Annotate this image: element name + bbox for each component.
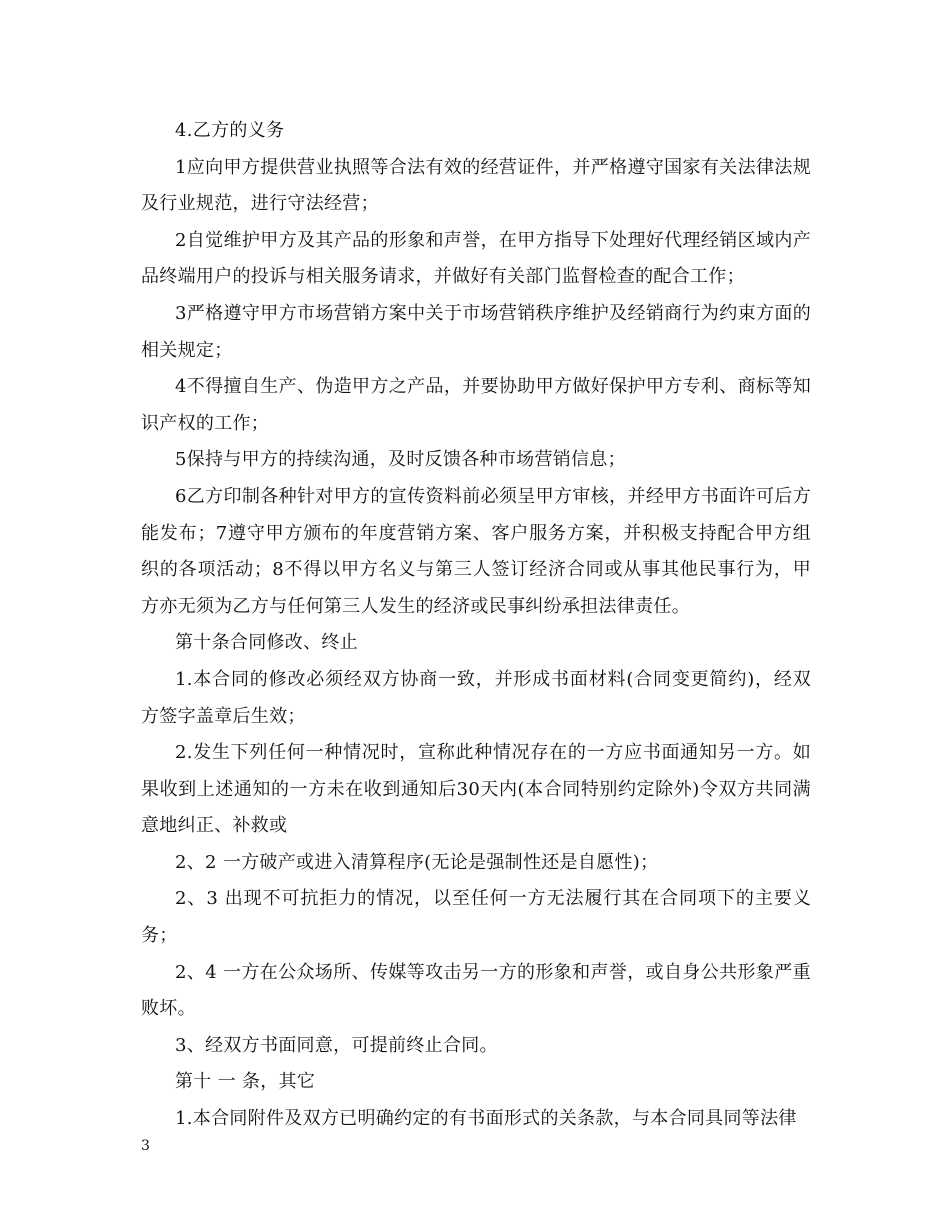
- paragraph-obligation-1: 1应向甲方提供营业执照等合法有效的经营证件，并严格遵守国家有关法律法规及行业规范，进行守法经营；: [141, 156, 811, 215]
- paragraph-article-10-item-2-3: 2、3 出现不可抗拒力的情况，以至任何一方无法履行其在合同项下的主要义务；: [141, 888, 811, 947]
- paragraph-obligation-3: 3严格遵守甲方市场营销方案中关于市场营销秩序维护及经销商行为约束方面的相关规定；: [141, 302, 811, 361]
- section-heading-article-10: 第十条合同修改、终止: [175, 632, 358, 654]
- paragraph-obligation-2: 2自觉维护甲方及其产品的形象和声誉，在甲方指导下处理好代理经销区域内产品终端用户的投诉与相关服务请求，并做好有关部门监督检查的配合工作；: [141, 229, 811, 288]
- paragraph-obligation-5: 5保持与甲方的持续沟通，及时反馈各种市场营销信息；: [175, 449, 626, 471]
- paragraph-article-11-item-1: 1.本合同附件及双方已明确约定的有书面形式的关条款，与本合同具同等法律: [175, 1108, 797, 1130]
- paragraph-article-10-item-2-4: 2、4 一方在公众场所、传媒等攻击另一方的形象和声誉，或自身公共形象严重败坏。: [141, 961, 811, 1020]
- paragraph-article-10-item-3: 3、经双方书面同意，可提前终止合同。: [175, 1034, 498, 1056]
- paragraph-obligation-6-8: 6乙方印制各种针对甲方的宣传资料前必须呈甲方审核，并经甲方书面许可后方能发布；7遵守甲方颁布的年度营销方案、客户服务方案，并积极支持配合甲方组织的各项活动；8不得以甲方名义与第三人签订经济合同或从事其他民事行为，甲方亦无须为乙方与任何第三人发生的经济或民事纠纷承担法律责任。: [141, 485, 811, 617]
- paragraph-party-b-obligations-heading: 4.乙方的义务: [175, 120, 285, 141]
- paragraph-obligation-4: 4不得擅自生产、伪造甲方之产品，并要协助甲方做好保护甲方专利、商标等知识产权的工作；: [141, 376, 811, 434]
- paragraph-article-10-item-2-2: 2、2 一方破产或进入清算程序(无论是强制性还是自愿性)；: [175, 851, 659, 873]
- paragraph-article-10-item-2: 2.发生下列任何一种情况时，宣称此种情况存在的一方应书面通知另一方。如果收到上述通知的一方未在收到通知后30天内(本合同特别约定除外)令双方共同满意地纠正、补救或: [141, 742, 811, 837]
- page-number: 3: [141, 1138, 150, 1154]
- section-heading-article-11: 第十 一 条，其它: [175, 1071, 316, 1093]
- document-body: [141, 113, 811, 1138]
- paragraph-article-10-item-1: 1.本合同的修改必须经双方协商一致，并形成书面材料(合同变更简约)，经双方签字盖章后生效；: [141, 668, 811, 727]
